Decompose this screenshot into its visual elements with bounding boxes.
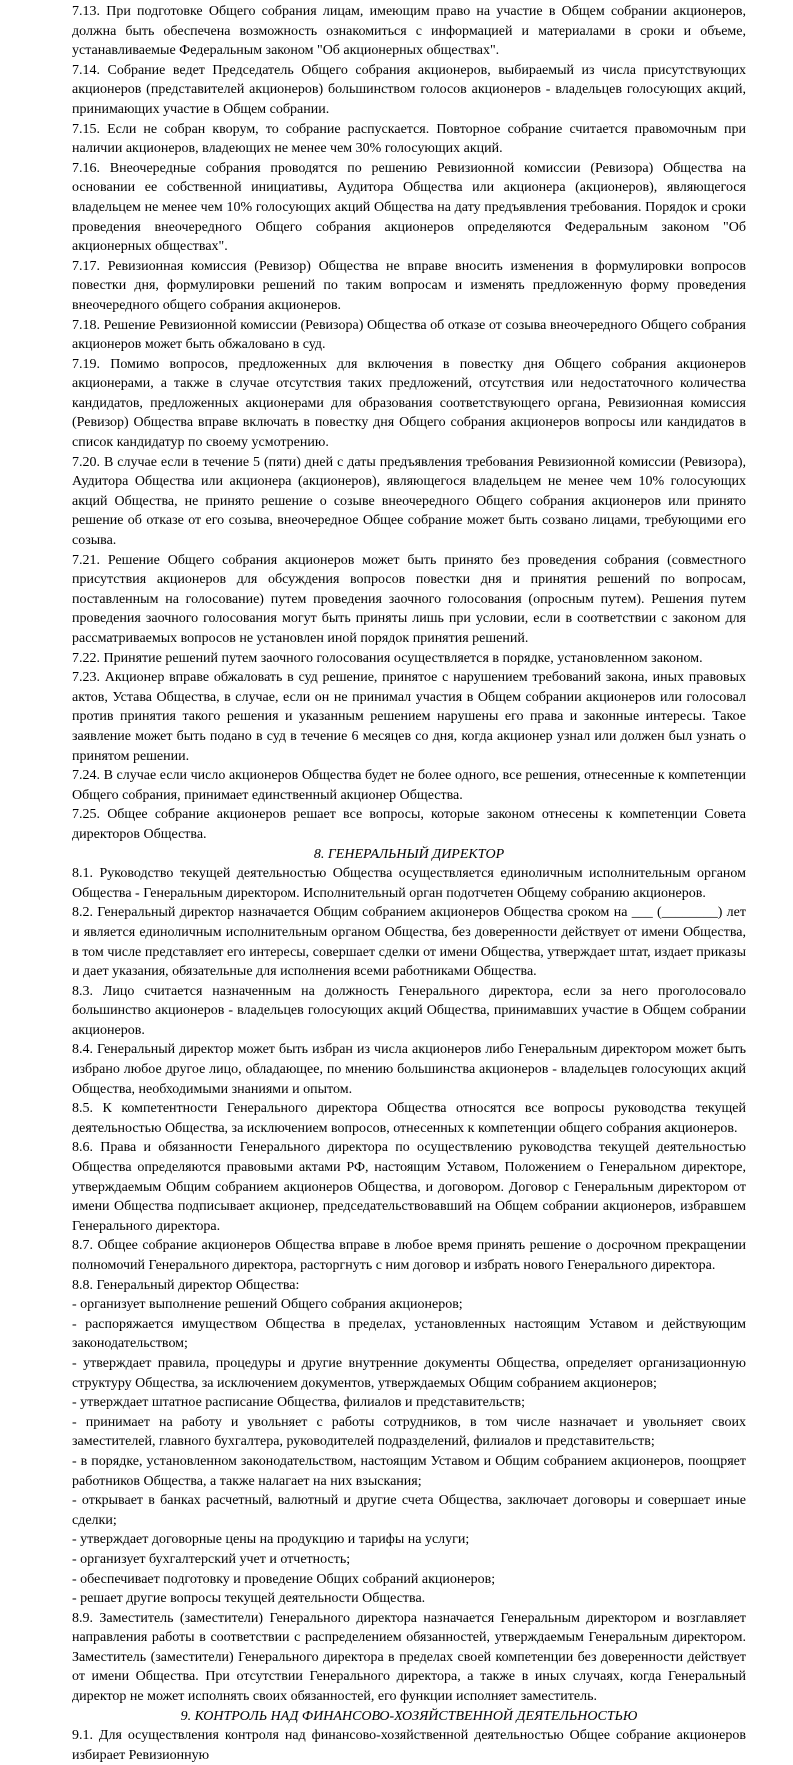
paragraph: 8.5. К компетентности Генерального директора Общества относятся все вопросы руководства текущей деятельностью Общества, за исключением вопросов, отнесенных к компетенции общего собрания акционеров. bbox=[72, 1101, 746, 1136]
section-heading: 8. ГЕНЕРАЛЬНЫЙ ДИРЕКТОР bbox=[313, 846, 505, 862]
paragraph: 8.6. Права и обязанности Генерального директора по осуществлению руководства текущей деятельностью Общества определяются правовыми актами РФ, настоящим Уставом, Положением о Генеральном директоре, утверждаемым Общим собранием акционеров Общества, и договором. Договор с Генеральным директором от имени Общества подписывает акционер, председательствовавший на Общем собрании акционеров, избравшем Генерального директора. bbox=[72, 1140, 746, 1234]
paragraph: 8.2. Генеральный директор назначается Общим собранием акционеров Общества сроком на ___ (________) лет и является единоличным исполнительным органом Общества, без доверенности действует от имени Общества, в том числе представляет его интересы, совершает сделки от имени Общества, утверждает штат, издает приказы и дает указания, обязательные для исполнения всеми работниками Общества. bbox=[72, 905, 746, 980]
paragraph: 7.14. Собрание ведет Председатель Общего собрания акционеров, выбираемый из числа присутствующих акционеров (представителей акционеров) большинством голосов акционеров - владельцев голосующих акций, принимающих участие в Общем собрании. bbox=[72, 62, 746, 117]
bullet-item: - распоряжается имуществом Общества в пределах, установленных настоящим Уставом и действующим законодательством; bbox=[72, 1316, 746, 1352]
paragraph: 8.3. Лицо считается назначенным на должность Генерального директора, если за него проголосовало большинство акционеров - владельцев голосующих акций Общества, принимавших участие в Общем собрании акционеров. bbox=[72, 983, 746, 1038]
document-body bbox=[72, 2, 746, 1765]
paragraph: 7.18. Решение Ревизионной комиссии (Ревизора) Общества об отказе от созыва внеочередного Общего собрания акционеров может быть обжаловано в суд. bbox=[72, 317, 746, 353]
paragraph: 7.20. В случае если в течение 5 (пяти) дней с даты предъявления требования Ревизионной комиссии (Ревизора), Аудитора Общества или акционера (акционеров), являющегося владельцем не менее чем 10% голосующих акций Общества, не принято решение о созыве внеочередного Общего собрания акционеров или принято решение об отказе от его созыва, внеочередное Общее собрание может быть созвано лицами, требующими его созыва. bbox=[72, 454, 746, 549]
section-heading: 9. КОНТРОЛЬ НАД ФИНАНСОВО-ХОЗЯЙСТВЕННОЙ ДЕЯТЕЛЬНОСТЬЮ bbox=[180, 1708, 638, 1724]
bullet-item: - принимает на работу и увольняет с работы сотрудников, в том числе назначает и увольняет своих заместителей, главного бухгалтера, руководителей подразделений, филиалов и представительств; bbox=[72, 1414, 746, 1450]
paragraph: 7.16. Внеочередные собрания проводятся по решению Ревизионной комиссии (Ревизора) Общества на основании ее собственной инициативы, Аудитора Общества или акционера (акционеров), являющегося владельцем не менее чем 10% голосующих акций Общества на дату предъявления требования. Порядок и сроки проведения внеочередного Общего собрания акционеров определяются Федеральным законом "Об акционерных обществах". bbox=[72, 160, 746, 255]
bullet-item: - в порядке, установленном законодательством, настоящим Уставом и Общим собранием акционеров, поощряет работников Общества, а также налагает на них взыскания; bbox=[72, 1453, 746, 1489]
bullet-item: - утверждает договорные цены на продукцию и тарифы на услуги; bbox=[72, 1532, 470, 1548]
paragraph: 7.17. Ревизионная комиссия (Ревизор) Общества не вправе вносить изменения в формулировки вопросов повестки дня, формулировки решений по таким вопросам и изменять предложенную форму проведения внеочередного общего собрания акционеров. bbox=[72, 258, 746, 313]
paragraph: 7.24. В случае если число акционеров Общества будет не более одного, все решения, отнесенные к компетенции Общего собрания, принимает единственный акционер Общества. bbox=[72, 768, 746, 803]
paragraph: 7.13. При подготовке Общего собрания лицам, имеющим право на участие в Общем собрании акционеров, должна быть обеспечена возможность ознакомиться с информацией и материалами в сроки и объеме, устанавливаемые Федеральным законом "Об акционерных обществах". bbox=[72, 4, 746, 59]
paragraph: 7.21. Решение Общего собрания акционеров может быть принято без проведения собрания (совместного присутствия акционеров для обсуждения вопросов повестки дня и принятия решений по вопросам, поставленным на голосование) путем проведения заочного голосования (опросным путем). Решения путем проведения заочного голосования могут быть приняты лишь при условии, если в соответствии с законом для рассматриваемых вопросов не установлен иной порядок принятия решений. bbox=[72, 552, 746, 646]
paragraph: 9.1. Для осуществления контроля над финансово-хозяйственной деятельностью Общее собрание акционеров избирает Ревизионную bbox=[72, 1728, 746, 1763]
bullet-item: - обеспечивает подготовку и проведение Общих собраний акционеров; bbox=[72, 1571, 496, 1587]
paragraph: 8.4. Генеральный директор может быть избран из числа акционеров либо Генеральным директором может быть избрано любое другое лицо, обладающее, по мнению большинства акционеров - владельцев голосующих акций Общества, необходимыми знаниями и опытом. bbox=[72, 1042, 746, 1097]
paragraph: 8.7. Общее собрание акционеров Общества вправе в любое время принять решение о досрочном прекращении полномочий Генерального директора, расторгнуть с ним договор и избрать нового Генерального директора. bbox=[72, 1238, 746, 1273]
paragraph: 8.9. Заместитель (заместители) Генерального директора назначается Генеральным директором и возглавляет направления работы в соответствии с распределением обязанностей, утверждаемым Генеральным директором. Заместитель (заместители) Генерального директора в пределах своей компетенции без доверенности действует от имени Общества. При отсутствии Генерального директора, а также в иных случаях, когда Генеральный директор не может исполнять своих обязанностей, его функции исполняет заместитель. bbox=[72, 1610, 746, 1705]
paragraph: 7.25. Общее собрание акционеров решает все вопросы, которые законом отнесены к компетенции Совета директоров Общества. bbox=[72, 807, 746, 842]
paragraph: 7.22. Принятие решений путем заочного голосования осуществляется в порядке, установленном законом. bbox=[72, 650, 703, 666]
bullet-item: - открывает в банках расчетный, валютный и другие счета Общества, заключает договоры и совершает иные сделки; bbox=[72, 1493, 746, 1528]
bullet-item: - утверждает штатное расписание Общества, филиалов и представительств; bbox=[72, 1395, 526, 1411]
paragraph: 8.1. Руководство текущей деятельностью Общества осуществляется единоличным исполнительным органом Общества - Генеральным директором. Исполнительный орган подотчетен Общему собранию акционеров. bbox=[72, 866, 746, 901]
bullet-item: - организует выполнение решений Общего собрания акционеров; bbox=[72, 1297, 463, 1313]
paragraph: 7.19. Помимо вопросов, предложенных для включения в повестку дня Общего собрания акционеров акционерами, а также в случае отсутствия таких предложений, отсутствия или недостаточного количества кандидатов, предложенных акционерами для образования соответствующего органа, Ревизионная комиссия (Ревизор) Общества вправе включать в повестку дня Общего собрания акционеров вопросы или кандидатов в список кандидатур по своему усмотрению. bbox=[72, 356, 746, 451]
paragraph: 7.23. Акционер вправе обжаловать в суд решение, принятое с нарушением требований закона, иных правовых актов, Устава Общества, в случае, если он не принимал участия в Общем собрании акционеров или голосовал против принятия такого решения и указанным решением нарушены его права и законные интересы. Такое заявление может быть подано в суд в течение 6 месяцев со дня, когда акционер узнал или должен был узнать о принятом решении. bbox=[72, 670, 746, 764]
bullet-item: - утверждает правила, процедуры и другие внутренние документы Общества, определяет организационную структуру Общества, за исключением документов, утверждаемых Общим собранием акционеров; bbox=[72, 1355, 746, 1391]
bullet-item: - решает другие вопросы текущей деятельности Общества. bbox=[72, 1591, 426, 1607]
paragraph: 8.8. Генеральный директор Общества: bbox=[72, 1277, 300, 1293]
paragraph: 7.15. Если не собран кворум, то собрание распускается. Повторное собрание считается правомочным при наличии акционеров, владеющих не менее чем 30% голосующих акций. bbox=[72, 121, 746, 157]
bullet-item: - организует бухгалтерский учет и отчетность; bbox=[72, 1551, 351, 1567]
